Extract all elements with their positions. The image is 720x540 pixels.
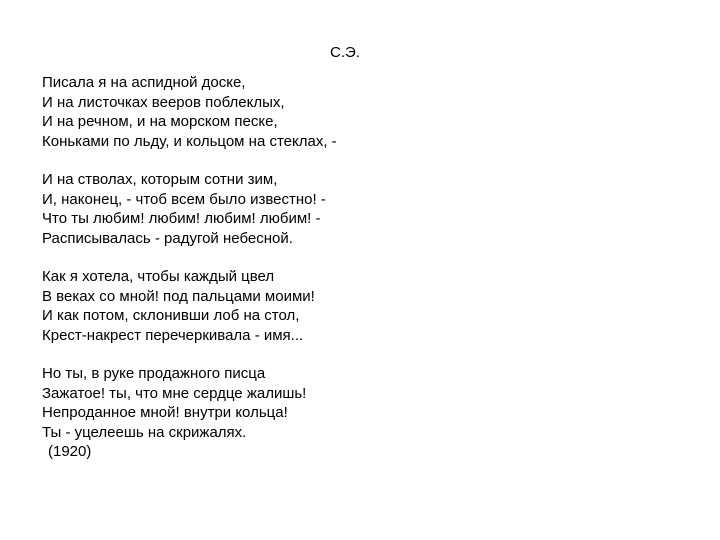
poem-year: (1920) <box>48 443 92 460</box>
stanza-3 <box>42 267 662 345</box>
poem-line: Зажатое! ты, что мне сердце жалишь! <box>42 384 307 402</box>
poem-line: Но ты, в руке продажного писца <box>42 365 266 382</box>
poem-line: Как я хотела, чтобы каждый цвел <box>42 268 275 285</box>
poem-line: Расписывалась - радугой небесной. <box>42 229 293 247</box>
poem-line: Коньками по льду, и кольцом на стеклах, - <box>42 132 337 150</box>
poem-line: И на листочках вееров поблеклых, <box>42 93 285 111</box>
poem-line: Писала я на аспидной доске, <box>42 74 246 91</box>
poem-line: Что ты любим! любим! любим! любим! - <box>42 210 321 227</box>
stanza-1 <box>42 73 662 151</box>
stanza-2 <box>42 170 662 248</box>
poem-line: В веках со мной! под пальцами моими! <box>42 287 315 305</box>
dedication: С.Э. <box>330 44 360 61</box>
poem-line: И на речном, и на морском песке, <box>42 113 278 130</box>
poem-line: Крест-накрест перечеркивала - имя... <box>42 326 304 344</box>
poem-body <box>42 73 662 462</box>
stanza-4 <box>42 364 662 462</box>
poem-line: И как потом, склонивши лоб на стол, <box>42 307 300 324</box>
poem-line: Ты - уцелеешь на скрижалях. <box>42 423 247 441</box>
poem-line: Непроданное мной! внутри кольца! <box>42 404 288 421</box>
poem-line: И на стволах, которым сотни зим, <box>42 171 278 188</box>
poem-line: И, наконец, - чтоб всем было известно! - <box>42 190 326 208</box>
